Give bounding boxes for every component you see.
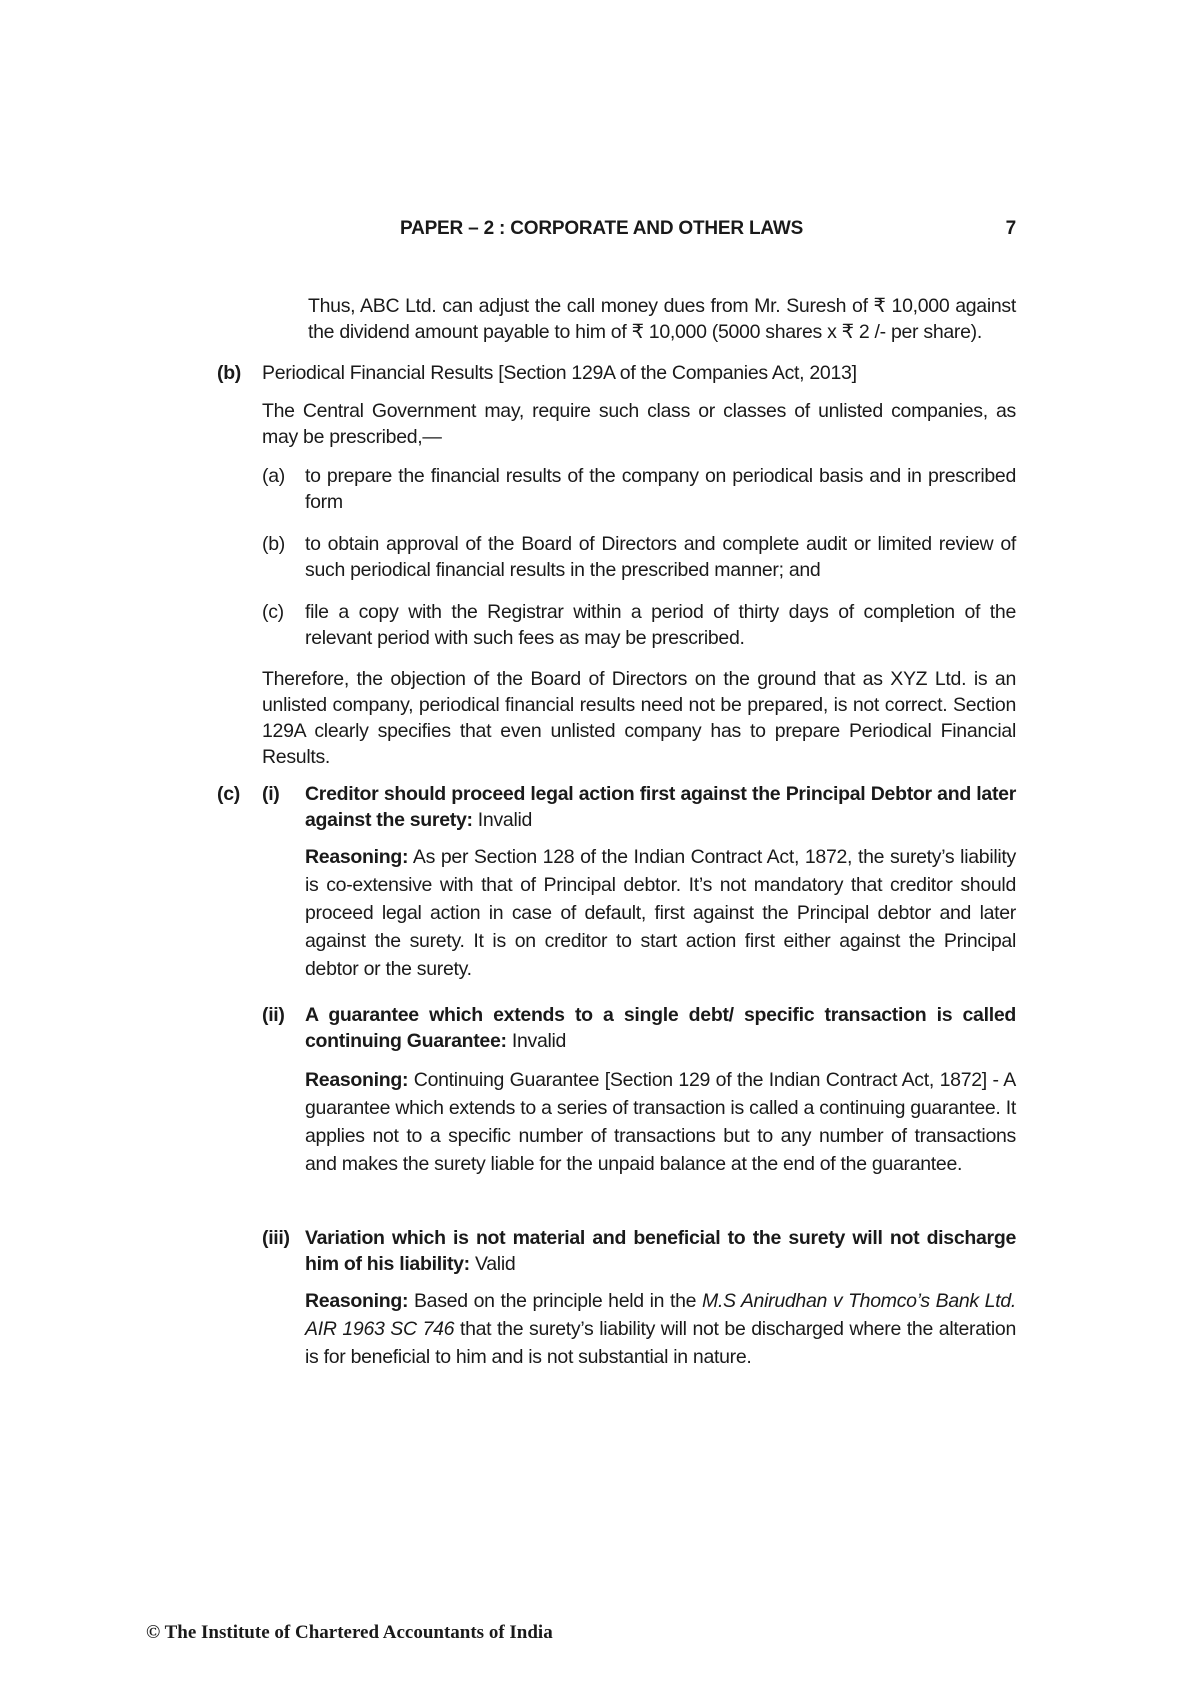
section-b-paragraph: The Central Government may, require such class or classes of unlisted companies, as may be prescribed,— — [262, 400, 1016, 448]
page-number: 7 — [1005, 218, 1016, 239]
section-b-item-c-label: (c) — [262, 601, 284, 623]
copyright-footer: © The Institute of Chartered Accountants of India — [146, 1622, 553, 1643]
section-b-item-a: to prepare the financial results of the company on periodical basis and in prescribed form — [305, 465, 1016, 513]
section-c-item-i-label: (i) — [262, 783, 280, 805]
paper-title: PAPER – 2 : CORPORATE AND OTHER LAWS — [400, 218, 804, 239]
section-c-item-ii-statement: A guarantee which extends to a single debt/ specific transaction is called continuing Guarantee: Invalid — [305, 1004, 1016, 1052]
intro-paragraph: Thus, ABC Ltd. can adjust the call money dues from Mr. Suresh of ₹ 10,000 against the dividend amount payable to him of ₹ 10,000 (5000 shares x ₹ 2 /- per share). — [308, 295, 1016, 343]
section-c-item-iii-label: (iii) — [262, 1227, 290, 1249]
section-c-item-iii-reasoning: Reasoning: Based on the principle held in the M.S Anirudhan v Thomco’s Bank Ltd. AIR 1963 SC 746 that the surety’s liability will not be discharged where the alteration is for beneficial to him and is not substantial in nature. — [305, 1290, 1016, 1368]
section-c-item-ii-label: (ii) — [262, 1004, 285, 1026]
section-b-label: (b) — [217, 362, 241, 384]
section-b-item-b-label: (b) — [262, 533, 285, 555]
section-c-item-ii-reasoning: Reasoning: Continuing Guarantee [Section 129 of the Indian Contract Act, 1872] - A guarantee which extends to a series of transaction is called a continuing guarantee. It applies not to a specific number of transactions but to any number of transactions and makes the surety liable for the unpaid balance at the end of the guarantee. — [305, 1069, 1016, 1175]
section-c-item-i-statement: Creditor should proceed legal action first against the Principal Debtor and later against the surety: Invalid — [305, 783, 1016, 831]
section-b-heading: Periodical Financial Results [Section 129A of the Companies Act, 2013] — [262, 362, 857, 384]
section-b-item-a-label: (a) — [262, 465, 285, 487]
section-b-item-c: file a copy with the Registrar within a period of thirty days of completion of the relevant period with such fees as may be prescribed. — [305, 601, 1016, 649]
section-c-item-i-reasoning: Reasoning: As per Section 128 of the Indian Contract Act, 1872, the surety’s liability is co-extensive with that of Principal debtor. It’s not mandatory that creditor should proceed legal action in case of default, first against the Principal debtor and later against the surety. It is on creditor to start action first either against the Principal debtor or the surety. — [305, 846, 1016, 980]
section-b-conclusion: Therefore, the objection of the Board of Directors on the ground that as XYZ Ltd. is an unlisted company, periodical financial results need not be prepared, is not correct. Section 129A clearly specifies that even unlisted company has to prepare Periodical Financial Results. — [262, 668, 1016, 768]
case-citation: M.S Anirudhan v Thomco’s Bank Ltd. AIR 1963 SC 746 — [305, 1290, 1016, 1340]
section-c-item-iii-statement: Variation which is not material and beneficial to the surety will not discharge him of his liability: Valid — [305, 1227, 1016, 1275]
section-b-item-b: to obtain approval of the Board of Directors and complete audit or limited review of such periodical financial results in the prescribed manner; and — [305, 533, 1016, 581]
section-c-label: (c) — [217, 783, 240, 805]
